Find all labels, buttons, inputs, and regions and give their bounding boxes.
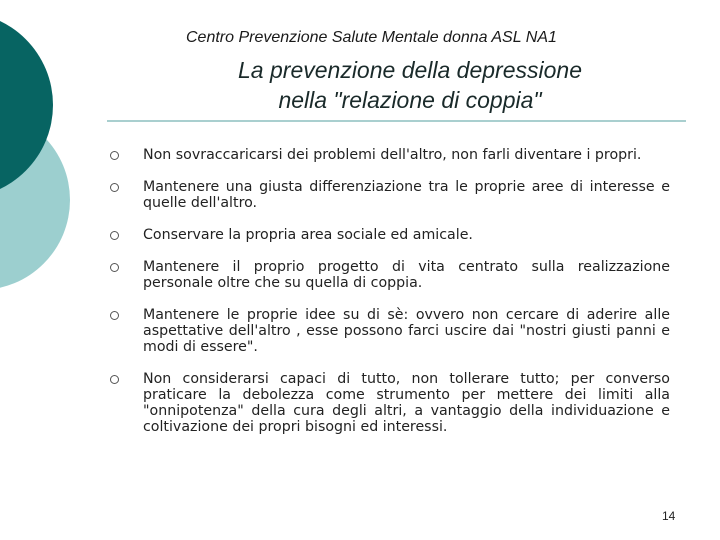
bullet-circle-icon <box>110 231 119 240</box>
bullet-item <box>110 307 670 355</box>
bullet-circle-icon <box>110 375 119 384</box>
bullet-item <box>110 371 670 435</box>
bullet-text: Mantenere una giusta differenziazione tra le proprie aree di interesse e quelle dell'altro. <box>143 179 670 211</box>
bullet-circle-icon <box>110 311 119 320</box>
bullet-circle-icon <box>110 151 119 160</box>
bullet-text: Non considerarsi capaci di tutto, non tollerare tutto; per converso praticare la debolezza come strumento per mettere dei limiti alla "onnipotenza" della cura degli altri, a vantaggio della individuazione e coltivazione dei propri bisogni ed interessi. <box>143 371 670 435</box>
bullet-circle-icon <box>110 263 119 272</box>
bullet-item <box>110 259 670 291</box>
bullet-text: Mantenere il proprio progetto di vita centrato sulla realizzazione personale oltre che su quella di coppia. <box>143 259 670 291</box>
title-line-2: nella "relazione di coppia" <box>278 87 542 113</box>
slide-title <box>150 55 670 115</box>
bullet-item <box>110 227 670 243</box>
bullet-item <box>110 147 670 163</box>
page-number: 14 <box>662 509 676 523</box>
bullet-item <box>110 179 670 211</box>
slide-header: Centro Prevenzione Salute Mentale donna ASL NA1 <box>186 29 557 46</box>
bullet-text: Mantenere le proprie idee su di sè: ovvero non cercare di aderire alle aspettative dell'altro , esse possono farci uscire dai "nostri giusti panni e modi di essere". <box>143 307 670 355</box>
bullet-text: Non sovraccaricarsi dei problemi dell'altro, non farli diventare i propri. <box>143 147 642 163</box>
title-divider <box>107 120 686 122</box>
decorative-circles <box>0 0 120 300</box>
title-line-1: La prevenzione della depressione <box>238 57 582 83</box>
bullet-list <box>110 147 670 451</box>
bullet-text: Conservare la propria area sociale ed amicale. <box>143 227 473 243</box>
bullet-circle-icon <box>110 183 119 192</box>
